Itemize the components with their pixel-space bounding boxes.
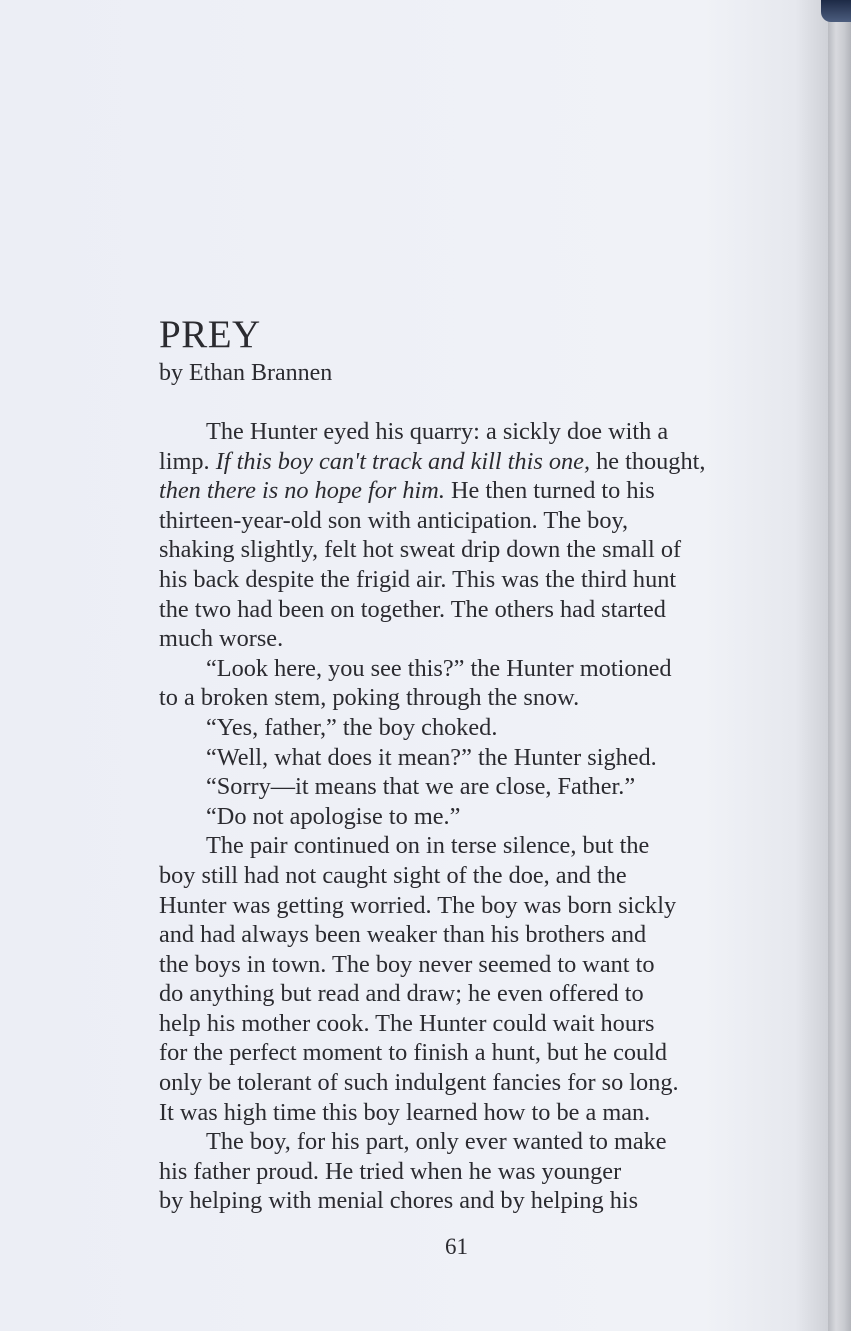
text-line [159,624,759,654]
text-line [159,861,759,891]
text-line [159,654,759,684]
text-span: “Yes, father,” the boy choked. [206,713,498,741]
text-line [159,979,759,1009]
text-span: It was high time this boy learned how to be a man. [159,1098,651,1126]
text-line [159,772,759,802]
text-line [159,1038,759,1068]
story-header [159,313,759,388]
text-line [159,683,759,713]
text-line [159,743,759,773]
text-line [159,476,759,506]
text-span: “Look here, you see this?” the Hunter motioned [206,654,672,682]
text-line [159,565,759,595]
text-line [159,831,759,861]
text-line [159,1186,759,1216]
corner-tab-mark [821,0,851,22]
text-span: the boys in town. The boy never seemed to want to [159,950,655,978]
text-line [159,1009,759,1039]
text-span: his back despite the frigid air. This was the third hunt [159,565,677,593]
text-span: The Hunter eyed his quarry: a sickly doe with a [206,418,669,445]
text-line [159,802,759,832]
text-line [159,1127,759,1157]
text-span: “Well, what does it mean?” the Hunter sighed. [206,743,657,771]
text-span: shaking slightly, felt hot sweat drip down the small of [159,536,682,564]
text-span: The pair continued on in terse silence, but the [206,832,650,860]
text-span: only be tolerant of such indulgent fancies for so long. [159,1069,679,1097]
text-line [159,417,759,447]
text-span: to a broken stem, poking through the snow. [159,684,580,712]
text-span: and had always been weaker than his brothers and [159,921,647,949]
text-span: He then turned to his [444,477,655,505]
text-span: by helping with menial chores and by helping his [159,1187,639,1215]
text-span: The boy, for his part, only ever wanted to make [206,1128,667,1156]
text-span: Hunter was getting worried. The boy was born sickly [159,891,677,919]
text-span: his father proud. He tried when he was younger [159,1157,622,1185]
text-line [159,447,759,477]
text-span: boy still had not caught sight of the doe, and the [159,861,627,889]
text-line [159,891,759,921]
text-span: for the perfect moment to finish a hunt, but he could [159,1039,668,1067]
text-line [159,595,759,625]
text-span: “Do not apologise to me.” [206,802,461,830]
story-body [159,417,759,1216]
text-line [159,1098,759,1128]
text-line [159,535,759,565]
text-line [159,1157,759,1187]
text-line [159,506,759,536]
text-span: he thought, [590,447,706,475]
text-line [159,1068,759,1098]
text-span: “Sorry—it means that we are close, Father.” [206,773,636,801]
book-spine-edge [828,0,851,1331]
text-span: do anything but read and draw; he even offered to [159,980,644,1008]
text-span: thirteen-year-old son with anticipation. The boy, [159,506,629,534]
text-line [159,713,759,743]
text-span: the two had been on together. The others had started [159,595,666,623]
text-line [159,950,759,980]
page-number: 61 [445,1234,468,1259]
italic-text-span: If this boy can't track and kill this one, [215,447,591,475]
text-span: much worse. [159,625,284,653]
text-span: help his mother cook. The Hunter could wait hours [159,1009,655,1037]
text-line [159,920,759,950]
text-span: limp. [159,447,216,475]
story-title: PREY [159,313,261,356]
italic-text-span: then there is no hope for him. [159,477,445,505]
story-byline: by Ethan Brannen [159,360,333,386]
